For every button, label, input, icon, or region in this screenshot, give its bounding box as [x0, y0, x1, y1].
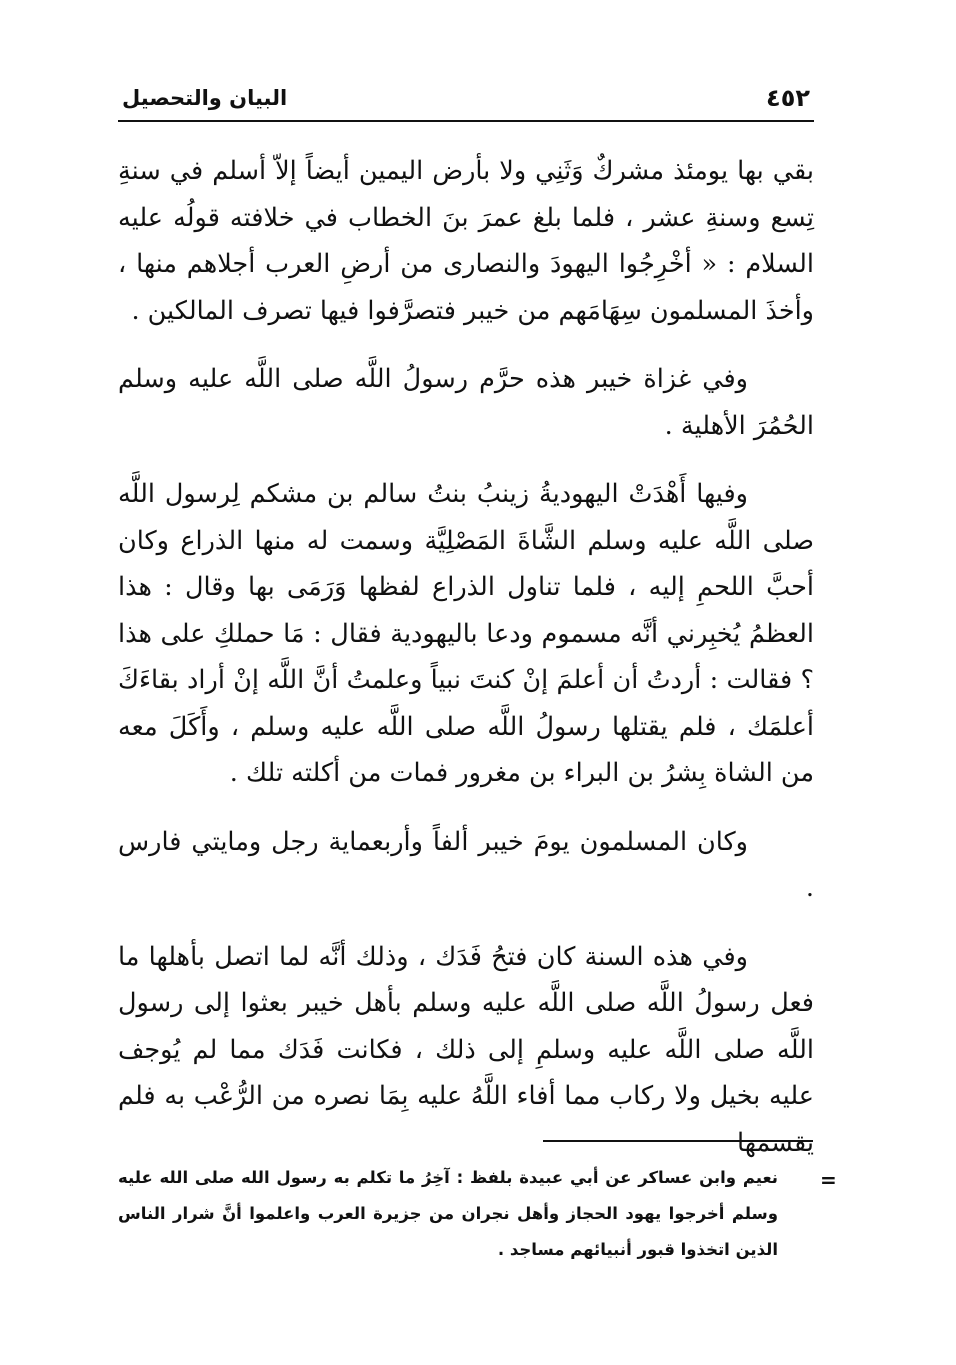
running-title: البيان والتحصيل [122, 86, 288, 110]
paragraph-khaybar-donkeys: وفي غزاة خيبر هذه حرَّم رسولُ اللَّه صلى اللَّه عليه وسلم الحُمُرَ الأهلية . [118, 364, 814, 441]
page-header [118, 80, 814, 122]
paragraph-fadak: وفي هذه السنة كان فتحُ فَدَك ، وذلك أنَّه لما اتصل بأهلها ما فعل رسولُ اللَّه صلى اللَّه عليه وسلم بأهل خيبر بعثوا إلى رسول اللَّه صلى اللَّه عليه وسلمِ إلى ذلك ، فكانت فَدَك مما لم يُوجف عليه بخيل ولا ركاب مما أفاء اللَّهُ عليه بِمَا نصره من الرُّعْب به فلم يقسمها [118, 941, 814, 1158]
footnote-continuation-marker: = [820, 1168, 837, 1192]
paragraph-poisoned-sheep: وفيها أَهْدَتْ اليهوديةُ زينبُ بنتُ سالم بن مشكم لِرسول اللَّه صلى اللَّه عليه وسلم الشَّاةَ المَصْلِيَّة وسمت له منها الذراع وكان أحبَّ اللحمِ إليه ، فلما تناول الذراع لفظها وَرَمَى بها وقال : هذا العظمُ يُخبِرني أنَّه مسموم ودعا باليهودية فقال : مَا حملكِ على هذا ؟ فقالت : أردتُ أن أعلمَ إنْ كنتَ نبياً وعلمتُ أنَّ اللَّه إنْ أراد بقاءَكَ أعلمَك ، فلم يقتلها رسولُ اللَّه صلى اللَّه عليه وسلم ، وأَكَلَ معه من الشاة بِشرُ بن البراء بن مغرور فمات من أكلته تلك . [118, 479, 814, 788]
page-number: ٤٥٢ [766, 84, 810, 112]
paragraph-continuation: بقي بها يومئذ مشركٌ وَثَنِي ولا بأرض اليمين أيضاً إلاّ أسلم في سنةِ تِسع وسنةِ عشر ، فلما بلغ عمرَ بنَ الخطاب في خلافته قولُه عليه السلام : « أخْرِجُوا اليهودَ والنصارى من أرضِ العرب أجلاهم منها ، وأخذَ المسلمون سِهَامَهم من خيبر فتصرَّفوا فيها تصرف المالكين . [118, 156, 814, 326]
main-text [118, 148, 814, 1188]
footnote-separator [543, 1140, 813, 1142]
footnote-text: نعيم وابن عساكر عن أبي عبيدة بلفظ : آخِرُ ما تكلم به رسول الله صلى الله عليه وسلم أخرجوا يهود الحجاز وأهل نجران من جزيرة العرب واعلموا أنَّ شرار الناس الذين اتخذوا قبور أنبيائهم مساجد . [118, 1168, 778, 1259]
paragraph-army-size: وكان المسلمون يومَ خيبر ألفاً وأربعماية رجل ومايتي فارس . [118, 826, 814, 903]
